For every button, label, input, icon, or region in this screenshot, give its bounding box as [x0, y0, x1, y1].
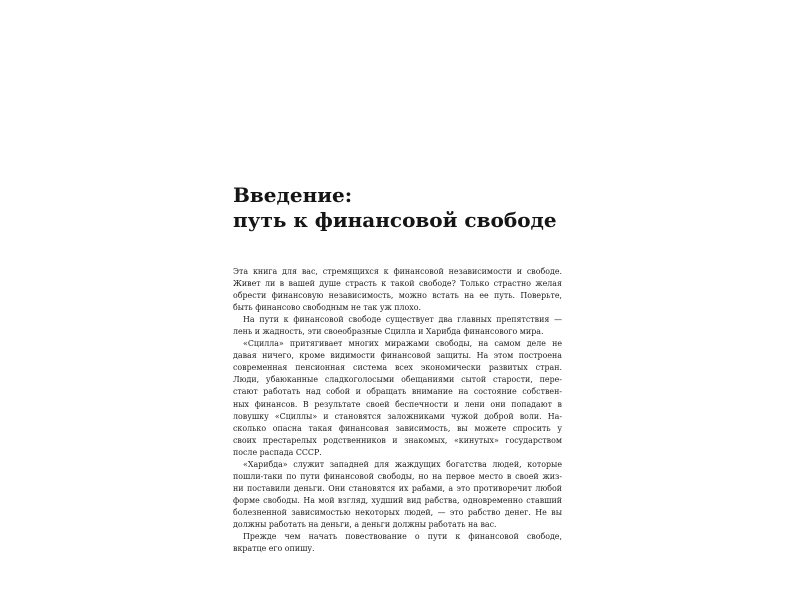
text-line: сколько опасна такая финансовая зависимость, вы можете спросить у: [233, 423, 562, 433]
text-line: современная пенсионная система всех экономически развитых стран.: [233, 363, 562, 373]
text-line: вкратце его опишу.: [233, 544, 315, 554]
paragraph: [233, 314, 562, 338]
text-line: форме свободы. На мой взгляд, худший вид рабства, одновременно ставший: [233, 495, 562, 505]
text-line: ни поставили деньги. Они становятся их рабами, а это противоречит любой: [233, 483, 562, 493]
text-line: лень и жадность, эти своеобразные Сцилла и Харибда финансового мира.: [233, 327, 544, 337]
paragraph: [233, 266, 562, 314]
text-line: своих престарелых родственников и знакомых, «кинутых» государством: [233, 435, 562, 445]
text-line: «Харибда» служит западней для жаждущих богатства людей, которые: [243, 459, 562, 469]
chapter-title: [233, 183, 653, 233]
text-line: после распада СССР.: [233, 447, 322, 457]
text-line: давая ничего, кроме видимости финансовой защиты. На этом построена: [233, 351, 562, 361]
text-line: пошли-таки по пути финансовой свободы, но на первое место в своей жиз-: [233, 471, 562, 481]
chapter-title-line-1: Введение:: [233, 183, 353, 207]
paragraph: [233, 459, 562, 531]
text-line: «Сцилла» притягивает многих миражами свободы, на самом деле не: [243, 339, 562, 349]
text-line: должны работать на деньги, а деньги должны работать на вас.: [233, 519, 497, 529]
text-line: Живет ли в вашей душе страсть к такой свободе? Только страстно желая: [233, 279, 562, 289]
text-line: Эта книга для вас, стремящихся к финансовой независимости и свободе.: [233, 267, 562, 276]
text-line: стают работать над собой и обращать внимание на состояние собствен-: [233, 387, 562, 397]
text-line: ных финансов. В результате своей беспечности и лени они попадают в: [233, 399, 562, 409]
text-line: Прежде чем начать повествование о пути к финансовой свободе,: [243, 532, 562, 542]
text-line: Люди, убаюканные сладкоголосыми обещаниями сытой старости, пере-: [233, 375, 562, 385]
text-line: ловушку «Сциллы» и становятся заложниками чужой доброй воли. На-: [233, 411, 562, 421]
text-line: обрести финансовую независимость, можно встать на ее путь. Поверьте,: [233, 291, 562, 301]
paragraph: [233, 531, 562, 555]
text-line: болезненной зависимостью некоторых людей, — это рабство денег. Не вы: [233, 507, 562, 517]
text-line: быть финансово свободным не так уж плохо.: [233, 303, 421, 313]
body-text: [233, 266, 562, 555]
chapter-title-line-2: путь к финансовой свободе: [233, 208, 557, 232]
paragraph: [233, 338, 562, 458]
text-line: На пути к финансовой свободе существует два главных препятствия —: [243, 315, 562, 325]
